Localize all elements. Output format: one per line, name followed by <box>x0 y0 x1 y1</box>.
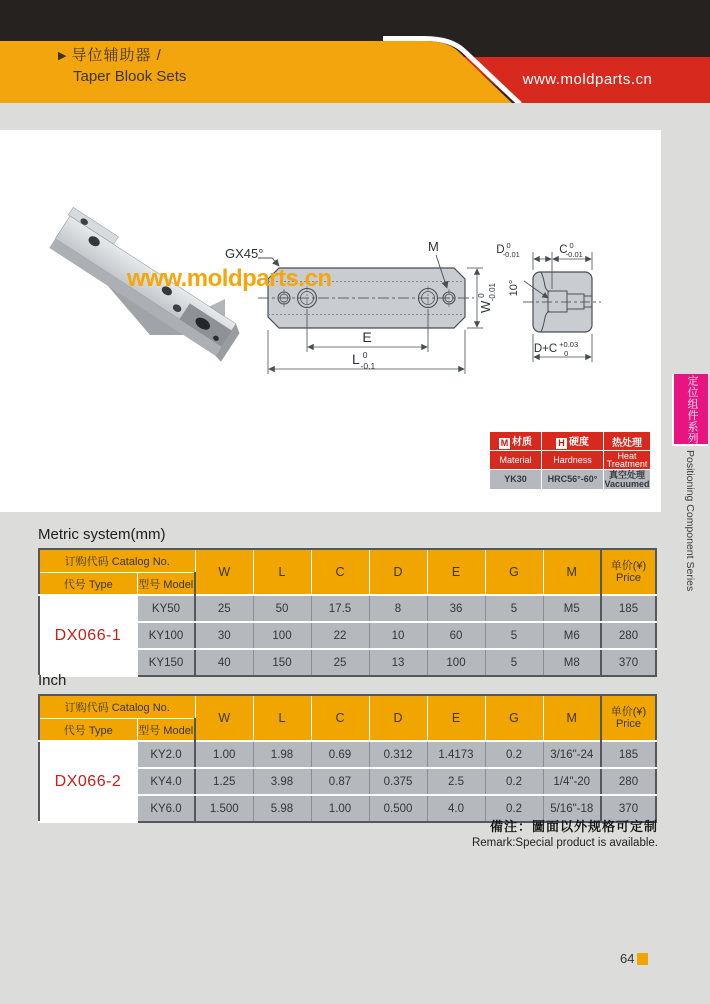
cell-w: 25 <box>195 595 253 622</box>
model-cell: KY150 <box>137 649 195 676</box>
cell-m: M5 <box>543 595 601 622</box>
col-header-g: G <box>485 549 543 595</box>
cell-d: 10 <box>369 622 427 649</box>
material-value: YK30 <box>490 470 542 490</box>
material-table <box>489 431 651 490</box>
metric-table-title: Metric system(mm) <box>38 526 166 543</box>
cell-e: 4.0 <box>427 795 485 822</box>
col-header-l: L <box>253 695 311 741</box>
col-header-d: D <box>369 695 427 741</box>
model-header: 型号 Model <box>137 719 195 742</box>
inch-table-title: Inch <box>38 672 67 689</box>
triangle-bullet-icon: ▶ <box>58 50 68 62</box>
col-header-w: W <box>195 695 253 741</box>
sidebar-series-label: Positioning Component Series <box>684 450 696 592</box>
cell-l: 3.98 <box>253 768 311 795</box>
angle-label <box>508 280 520 297</box>
col-header-d: D <box>369 549 427 595</box>
col-header-c: C <box>311 695 369 741</box>
cell-g: 0.2 <box>485 768 543 795</box>
cell-w: 1.500 <box>195 795 253 822</box>
cell-c: 0.87 <box>311 768 369 795</box>
heat-header-zh: 热处理 <box>604 432 651 451</box>
cell-price: 280 <box>601 622 656 649</box>
page-number: 64 <box>620 951 648 966</box>
col-header-g: G <box>485 695 543 741</box>
cell-l: 50 <box>253 595 311 622</box>
remark-en: Remark:Special product is available. <box>471 837 658 849</box>
heat-header-en: Heat Treatment <box>604 451 651 470</box>
col-header-m: M <box>543 549 601 595</box>
remark <box>280 816 658 849</box>
col-header-e: E <box>427 549 485 595</box>
cell-price: 370 <box>601 795 656 822</box>
cell-d: 0.312 <box>369 741 427 768</box>
dim-w-label <box>477 282 497 313</box>
col-header-l: L <box>253 549 311 595</box>
cell-d: 0.500 <box>369 795 427 822</box>
dim-e-label: E <box>362 329 372 345</box>
cell-e: 1.4173 <box>427 741 485 768</box>
cell-g: 5 <box>485 649 543 676</box>
inch-table <box>38 694 657 823</box>
price-header: 单价(¥) Price <box>601 695 656 741</box>
material-header-zh: M 材质 <box>490 432 542 451</box>
model-cell: KY4.0 <box>137 768 195 795</box>
cell-m: 5/16"-18 <box>543 795 601 822</box>
catalog-no-header: 订购代码 Catalog No. <box>39 549 195 573</box>
cell-d: 13 <box>369 649 427 676</box>
material-header-en: Material <box>490 451 542 470</box>
hardness-header-zh: H 硬度 <box>542 432 604 451</box>
cell-e: 2.5 <box>427 768 485 795</box>
cell-l: 5.98 <box>253 795 311 822</box>
cell-e: 100 <box>427 649 485 676</box>
col-header-m: M <box>543 695 601 741</box>
catalog-no-header: 订购代码 Catalog No. <box>39 695 195 719</box>
cell-m: 1/4"-20 <box>543 768 601 795</box>
cell-w: 30 <box>195 622 253 649</box>
cell-m: M6 <box>543 622 601 649</box>
cell-m: M8 <box>543 649 601 676</box>
cell-e: 60 <box>427 622 485 649</box>
type-header: 代号 Type <box>39 573 137 596</box>
cell-w: 40 <box>195 649 253 676</box>
metric-table <box>38 548 657 677</box>
cell-c: 0.69 <box>311 741 369 768</box>
cell-d: 0.375 <box>369 768 427 795</box>
dim-c-label: C $^0$ -0.01 <box>559 241 583 259</box>
hardness-header-en: Hardness <box>542 451 604 470</box>
hardness-value: HRC56°-60° <box>542 470 604 490</box>
model-cell: KY50 <box>137 595 195 622</box>
model-cell: KY6.0 <box>137 795 195 822</box>
cell-c: 1.00 <box>311 795 369 822</box>
dim-l-label: L $^0$ -0.1 <box>352 350 376 371</box>
header-title <box>58 46 186 87</box>
model-cell: KY100 <box>137 622 195 649</box>
col-header-c: C <box>311 549 369 595</box>
type-header: 代号 Type <box>39 719 137 742</box>
cell-price: 280 <box>601 768 656 795</box>
cell-g: 0.2 <box>485 795 543 822</box>
sidebar-series-tab[interactable]: 定位组件系列 <box>672 374 708 446</box>
page-title-en: Taper Blook Sets <box>73 68 187 85</box>
cell-l: 1.98 <box>253 741 311 768</box>
dim-d-label: D $^0$ -0.01 <box>496 241 520 259</box>
chamfer-label: GX45° <box>225 246 264 261</box>
cell-price: 185 <box>601 595 656 622</box>
price-header: 单价(¥) Price <box>601 549 656 595</box>
cell-c: 17.5 <box>311 595 369 622</box>
type-code-cell: DX066-1 <box>39 595 137 676</box>
remark-zh: 備注：圖面以外规格可定制 <box>489 819 658 834</box>
cell-c: 22 <box>311 622 369 649</box>
website-link[interactable]: www.moldparts.cn <box>522 71 653 88</box>
cell-w: 1.25 <box>195 768 253 795</box>
col-header-w: W <box>195 549 253 595</box>
cell-g: 5 <box>485 595 543 622</box>
cell-l: 150 <box>253 649 311 676</box>
dim-dc-label: D+C $^{+0.03}$ 0 <box>533 340 579 358</box>
page-title-zh: 导位辅助器 / <box>71 47 162 64</box>
table-row <box>39 741 656 768</box>
heat-value: 真空处理 Vacuumed <box>604 469 650 489</box>
col-header-e: E <box>427 695 485 741</box>
model-header: 型号 Model <box>137 573 195 596</box>
type-code-cell: DX066-2 <box>39 741 137 822</box>
page-number-square-icon <box>637 953 648 965</box>
svg-text:10°: 10° <box>508 279 520 297</box>
cell-w: 1.00 <box>195 741 253 768</box>
m-box-icon: M <box>500 438 509 448</box>
watermark-text: www.moldparts.cn <box>127 265 332 292</box>
model-cell: KY2.0 <box>137 741 195 768</box>
cell-g: 5 <box>485 622 543 649</box>
table-row <box>39 595 656 622</box>
h-box-icon: H <box>556 438 567 449</box>
drawing-panel <box>0 130 661 512</box>
cell-m: 3/16"-24 <box>543 741 601 768</box>
cell-price: 185 <box>601 741 656 768</box>
cell-l: 100 <box>253 622 311 649</box>
cell-c: 25 <box>311 649 369 676</box>
cell-e: 36 <box>427 595 485 622</box>
m-thread-label: M <box>428 239 439 254</box>
cell-g: 0.2 <box>485 741 543 768</box>
svg-text:W0-0.01: $W^0$ -0.01 <box>477 283 497 313</box>
cell-price: 370 <box>601 649 656 676</box>
cell-d: 8 <box>369 595 427 622</box>
